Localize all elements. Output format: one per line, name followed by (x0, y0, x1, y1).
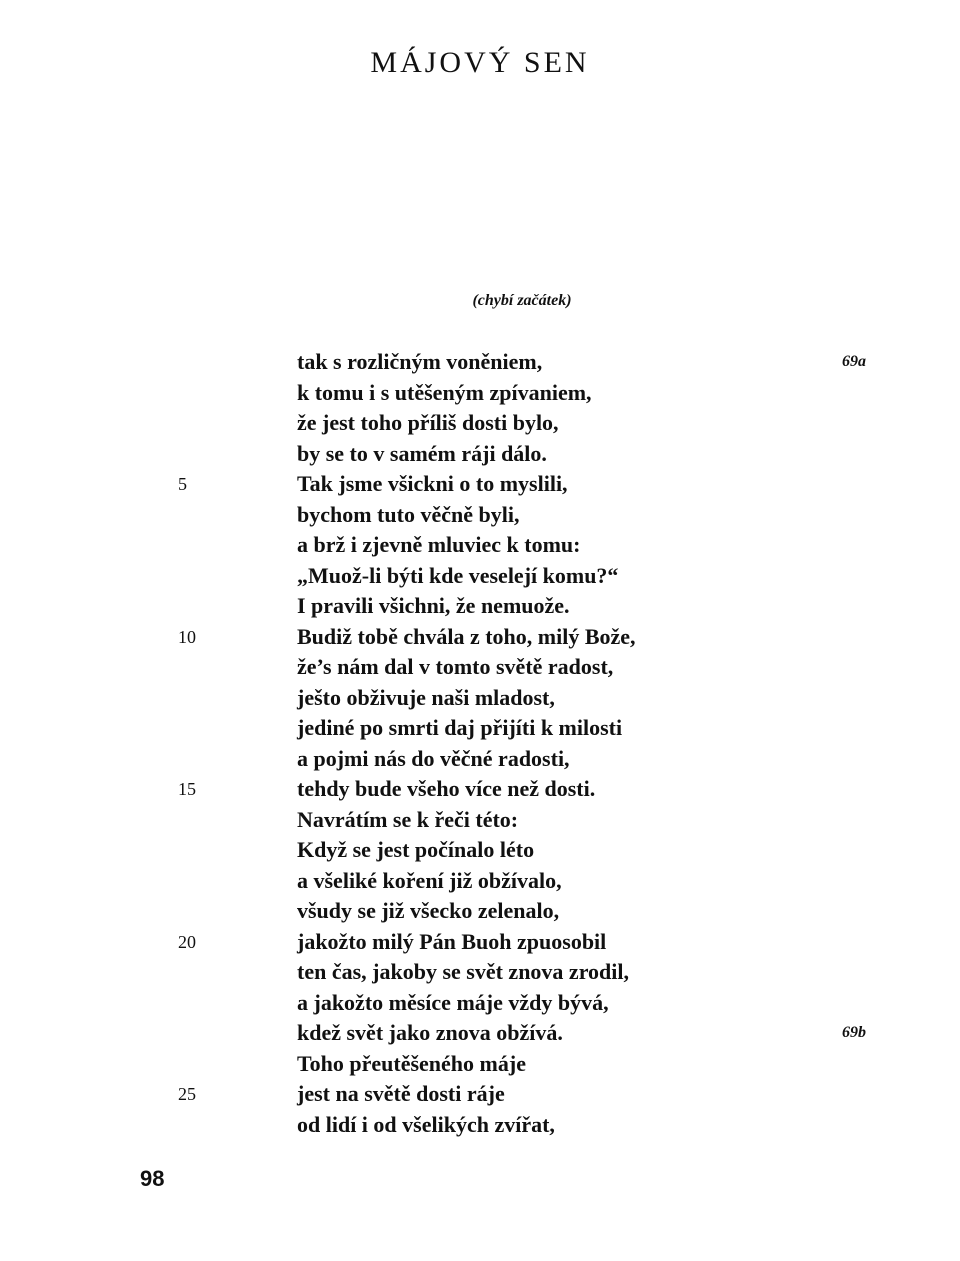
verse-text: „Muož-li býti kde veselejí komu?“ (297, 562, 619, 588)
folio-marker: 69a (842, 353, 866, 370)
verse-text: jakožto milý Pán Buoh zpuosobil (297, 928, 607, 954)
verse-line (0, 530, 960, 561)
verse-line (0, 561, 960, 592)
verse-list (0, 347, 960, 1140)
verse-text: tak s rozličným voněniem, (297, 349, 543, 374)
folio-marker: 69b (842, 1024, 866, 1041)
verse-text: Když se jest počínalo léto (297, 837, 535, 862)
verse-text: a brž i zjevně mluviec k tomu: (297, 532, 581, 557)
verse-text: jest na světě dosti ráje (297, 1081, 505, 1106)
line-number: 25 (178, 1084, 196, 1104)
verse-line (0, 408, 960, 439)
verse-text: Budiž tobě chvála z toho, milý Bože, (297, 623, 636, 649)
verse-line (0, 1018, 960, 1049)
verse-text: kdež svět jako znova obžívá. (297, 1020, 563, 1045)
line-number: 5 (178, 474, 187, 494)
verse-text: Navrátím se k řeči této: (297, 806, 519, 832)
verse-line (0, 713, 960, 744)
verse-text: všudy se již všecko zelenalo, (297, 898, 560, 923)
verse-line (0, 957, 960, 988)
verse-line (0, 774, 960, 805)
verse-line (0, 622, 960, 653)
verse-text: a jakožto měsíce máje vždy bývá, (297, 989, 609, 1015)
verse-text: bychom tuto věčně byli, (297, 501, 520, 527)
verse-line (0, 1049, 960, 1080)
verse-text: že jest toho příliš dosti bylo, (297, 410, 559, 435)
verse-line (0, 927, 960, 958)
verse-line (0, 805, 960, 836)
verse-text: by se to v samém ráji dálo. (297, 440, 547, 466)
verse-line (0, 347, 960, 378)
verse-text: jediné po smrti daj přijíti k milosti (297, 715, 623, 740)
verse-line (0, 439, 960, 470)
verse-text: Tak jsme všickni o to myslili, (297, 471, 568, 496)
verse-text: ten čas, jakoby se svět znova zrodil, (297, 959, 630, 984)
verse-text: že’s nám dal v tomto světě radost, (297, 654, 614, 679)
verse-text: Toho přeutěšeného máje (297, 1050, 526, 1076)
verse-text: tehdy bude všeho více než dosti. (297, 776, 596, 801)
line-number: 20 (178, 931, 196, 952)
verse-text: I pravili všichni, že nemuože. (297, 593, 570, 618)
verse-text: a všeliké koření již obžívalo, (297, 867, 562, 893)
verse-line (0, 469, 960, 500)
verse-line (0, 744, 960, 775)
verse-text: k tomu i s utěšeným zpívaniem, (297, 379, 592, 405)
verse-text: ješto obživuje naši mladost, (297, 684, 555, 710)
line-number: 15 (178, 779, 196, 799)
poem-title: MÁJOVÝ SEN (370, 46, 590, 79)
verse-line (0, 988, 960, 1019)
line-number: 10 (178, 626, 196, 647)
verse-line (0, 378, 960, 409)
page-number: 98 (140, 1166, 165, 1191)
verse-line (0, 1110, 960, 1141)
verse-line (0, 591, 960, 622)
verse-text: a pojmi nás do věčné radosti, (297, 745, 570, 771)
verse-line (0, 1079, 960, 1110)
verse-line (0, 896, 960, 927)
verse-line (0, 683, 960, 714)
verse-line (0, 652, 960, 683)
verse-text: od lidí i od všelikých zvířat, (297, 1111, 555, 1137)
poem-subtitle: (chybí začátek) (472, 292, 572, 309)
verse-line (0, 866, 960, 897)
verse-line (0, 500, 960, 531)
verse-line (0, 835, 960, 866)
